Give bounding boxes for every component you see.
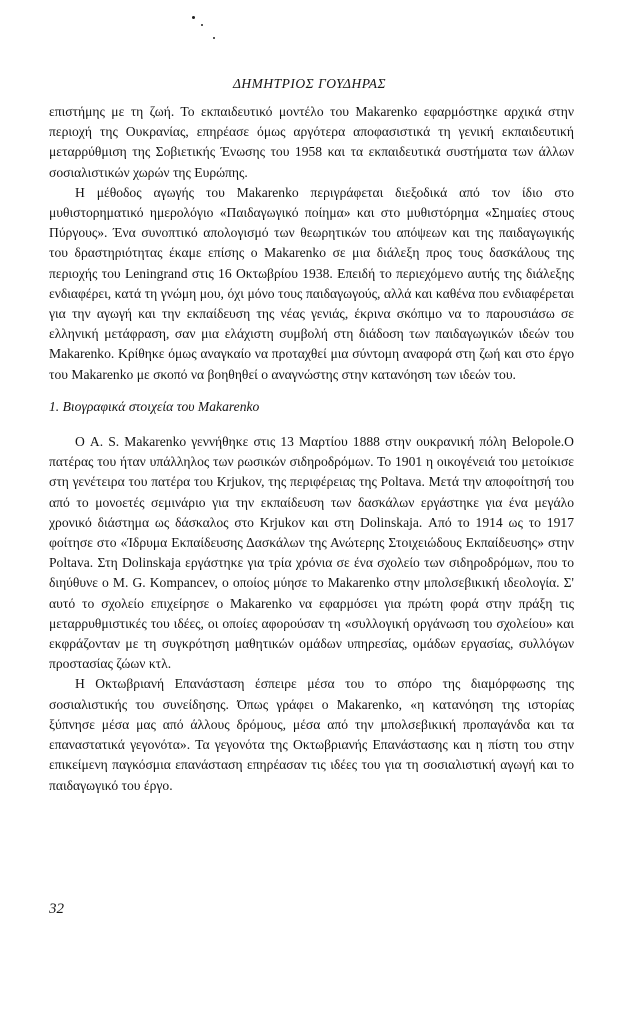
paragraph: επιστήμης με τη ζωή. Το εκπαιδευτικό μοντέλο του Makarenko εφαρμόστηκε αρχικά στην περιοχή της Ουκρανίας, επηρέασε όμως αργότερα αποφασιστικά τη γενική εκπαιδευτική μεταρρύθμιση της Σοβιετικής Ένωσης του 1958 και τα εκπαιδευτικά συστήματα των άλλων σοσιαλιστικών χωρών της Ευρώπης. xyxy=(49,104,574,180)
page-number: 32 xyxy=(49,901,64,917)
running-header: ΔΗΜΗΤΡΙΟΣ ΓΟΥΔΗΡΑΣ xyxy=(233,76,386,91)
section-heading: 1. Βιογραφικά στοιχεία του Makarenko xyxy=(49,398,260,414)
speck-mark xyxy=(213,37,215,39)
page-body xyxy=(49,102,574,796)
paragraph: Η μέθοδος αγωγής του Makarenko περιγράφεται διεξοδικά από τον ίδιο στο μυθιστορηματικό ημερολόγιο «Παιδαγωγικό ποίημα» και στο μυθιστόρημα «Σημαίες στους Πύργους». Ένα συνοπτικό απολογισμό των θεωρητικών του απόψεων και της παιδαγωγικής του δραστηριότητας έκαμε επίσης ο Makarenko σε μια διάλεξη προς τους δασκάλους της περιοχής του Leningrand στις 16 Οκτωβρίου 1938. Επειδή το περιεχόμενο αυτής της διάλεξης ενδιαφέρει, κατά τη γνώμη μου, όχι μόνο τους παιδαγωγούς, αλλά και καθένα που ενδιαφέρεται για την αγωγή και την εκπαίδευση της νέας γενιάς, έκρινα σκόπιμο να το παρουσιάσω σε ελληνική μετάφραση, σαν μια ελάχιστη συμβολή στη διάδοση των παιδαγωγικών ιδεών του Makarenko. Κρίθηκε όμως αναγκαίο να προταχθεί μια σύντομη αναφορά στη ζωή και στο έργο του Makarenko με σκοπό να βοηθηθεί ο αναγνώστης στην κατανόηση των ιδεών του. xyxy=(49,184,574,382)
speck-mark xyxy=(201,24,203,26)
paragraph: Ο A. S. Makarenko γεννήθηκε στις 13 Μαρτίου 1888 στην ουκρανική πόλη Belopole.Ο πατέρας του ήταν υπάλληλος των ρωσικών σιδηροδρόμων. Το 1901 η οικογένειά του μετοίκισε στη γενέτειρα του πατέρα του Krjukov, της περιφέρειας της Poltava. Μετά την αποφοίτησή του από το μονοετές σεμινάριο για την εκπαίδευση των δασκάλων εργάστηκε για ένα μεγάλο χρονικό διάστημα ως δάσκαλος στο Krjukov και στη Dolinskaja. Από το 1914 ως το 1917 φοίτησε στο «Ίδρυμα Εκπαίδευσης Δασκάλων της Ανώτερης Στοιχειώδους Εκπαίδευσης» στην Poltava. Στη Dolinskaja εργάστηκε για τρία χρόνια σε ένα σχολείο των σιδηροδρόμων, που το διηύθυνε ο M. G. Kompancev, ο οποίος μύησε το Makarenko στην μπολσεβικική ιδεολογία. Σ' αυτό το σχολείο επιχείρησε ο Makarenko να εφαρμόσει για πρώτη φορά στην πράξη τις μεταρρυθμιστικές του ιδέες, οι οποίες αφορούσαν τη «συλλογική οργάνωση του σχολείου» και εκφράζονταν με τη συγκρότηση μαθητικών ομάδων υπηρεσίας, ομάδων εργασίας, συλλόγων προστασίας ζώων κτλ. xyxy=(49,434,574,672)
paragraph: Η Οκτωβριανή Επανάσταση έσπειρε μέσα του το σπόρο της διαμόρφωσης της σοσιαλιστικής του συνείδησης. Όπως γράφει ο Makarenko, «η κατανόηση της ιστορίας ξύπνησε μέσα μας από άλλους δρόμους, μέσα από την μπολσεβικική προπαγάνδα και τα επαναστατικά γεγονότα». Τα γεγονότα της Οκτωβριανής Επανάστασης και η πίστη του στην επικείμενη παγκόσμια επανάσταση επηρέασαν τις ιδέες του για τη σοσιαλιστική αγωγή και το παιδαγωγικό του έργο. xyxy=(49,676,574,793)
speck-mark xyxy=(192,16,195,19)
